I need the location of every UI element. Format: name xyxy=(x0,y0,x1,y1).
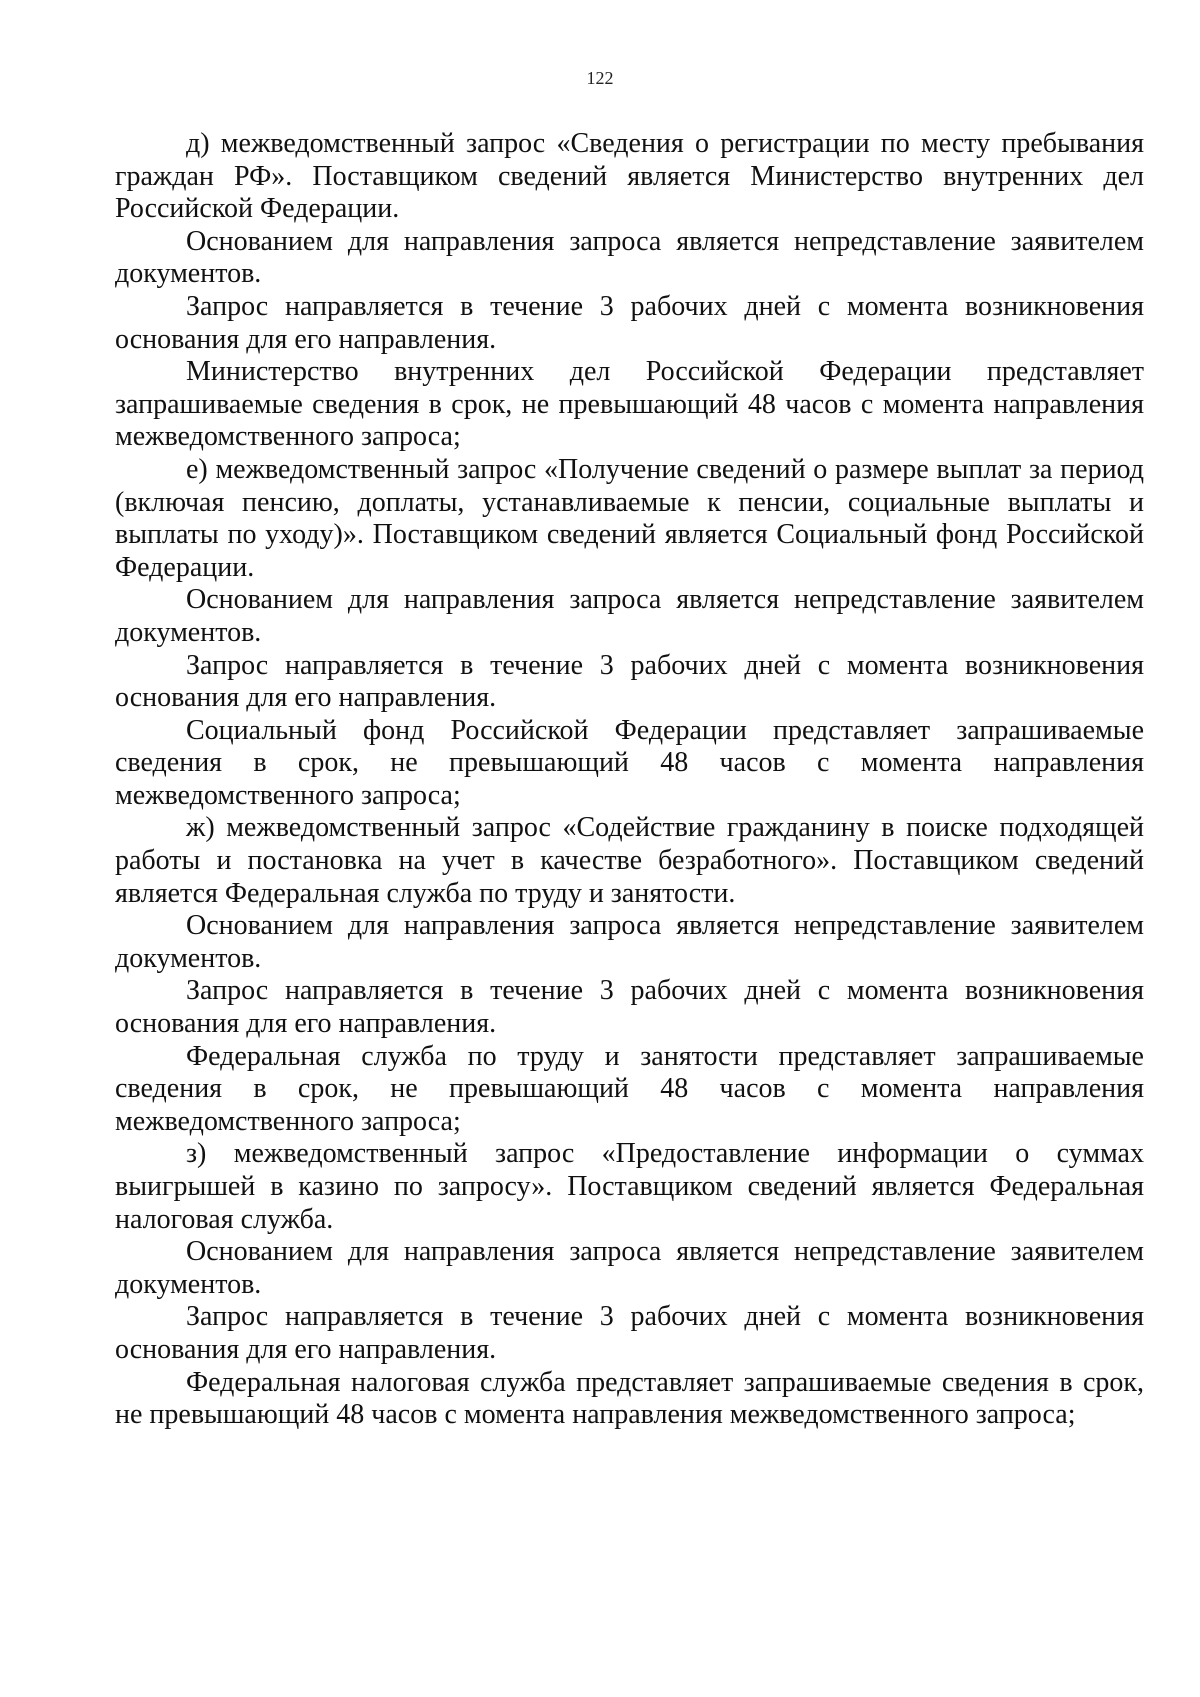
paragraph-response-term: Федеральная служба по труду и занятости представляет запрашиваемые сведения в срок, не превышающий 48 часов с момента направления межведомственного запроса; xyxy=(115,1040,1144,1137)
paragraph-basis: Основанием для направления запроса является непредставление заявителем документов. xyxy=(115,225,1144,290)
paragraph-deadline: Запрос направляется в течение 3 рабочих дней с момента возникновения основания для его направления. xyxy=(115,975,1144,1040)
paragraph-basis: Основанием для направления запроса является непредставление заявителем документов. xyxy=(115,1236,1144,1300)
paragraph-basis: Основанием для направления запроса является непредставление заявителем документов. xyxy=(115,584,1144,648)
document-body xyxy=(115,128,1144,1432)
paragraph-deadline: Запрос направляется в течение 3 рабочих дней с момента возникновения основания для его направления. xyxy=(115,290,1144,355)
paragraph-request-zh: ж) межведомственный запрос «Содействие гражданину в поиске подходящей работы и постановка на учет в качестве безработного». Поставщиком сведений является Федеральная служба по труду и занятости. xyxy=(115,812,1144,909)
paragraph-request-e: е) межведомственный запрос «Получение сведений о размере выплат за период (включая пенсию, доплаты, устанавливаемые к пенсии, социальные выплаты и выплаты по уходу)». Поставщиком сведений является Социальный фонд Российской Федерации. xyxy=(115,453,1144,583)
paragraph-request-z: з) межведомственный запрос «Предоставление информации о суммах выигрышей в казино по запросу». Поставщиком сведений является Федеральная налоговая служба. xyxy=(115,1138,1144,1235)
paragraph-response-term: Министерство внутренних дел Российской Федерации представляет запрашиваемые сведения в срок, не превышающий 48 часов с момента направления межведомственного запроса; xyxy=(115,356,1144,453)
paragraph-response-term: Социальный фонд Российской Федерации представляет запрашиваемые сведения в срок, не превышающий 48 часов с момента направления межведомственного запроса; xyxy=(115,714,1144,811)
paragraph-deadline: Запрос направляется в течение 3 рабочих дней с момента возникновения основания для его направления. xyxy=(115,1301,1144,1365)
paragraph-deadline: Запрос направляется в течение 3 рабочих дней с момента возникновения основания для его направления. xyxy=(115,649,1144,714)
page-number: 122 xyxy=(586,68,614,88)
paragraph-response-term: Федеральная налоговая служба представляет запрашиваемые сведения в срок, не превышающий 48 часов с момента направления межведомственного запроса; xyxy=(115,1366,1144,1431)
paragraph-request-d: д) межведомственный запрос «Сведения о регистрации по месту пребывания граждан РФ». Поставщиком сведений является Министерство внутренних дел Российской Федерации. xyxy=(115,128,1144,225)
paragraph-basis: Основанием для направления запроса является непредставление заявителем документов. xyxy=(115,910,1144,974)
